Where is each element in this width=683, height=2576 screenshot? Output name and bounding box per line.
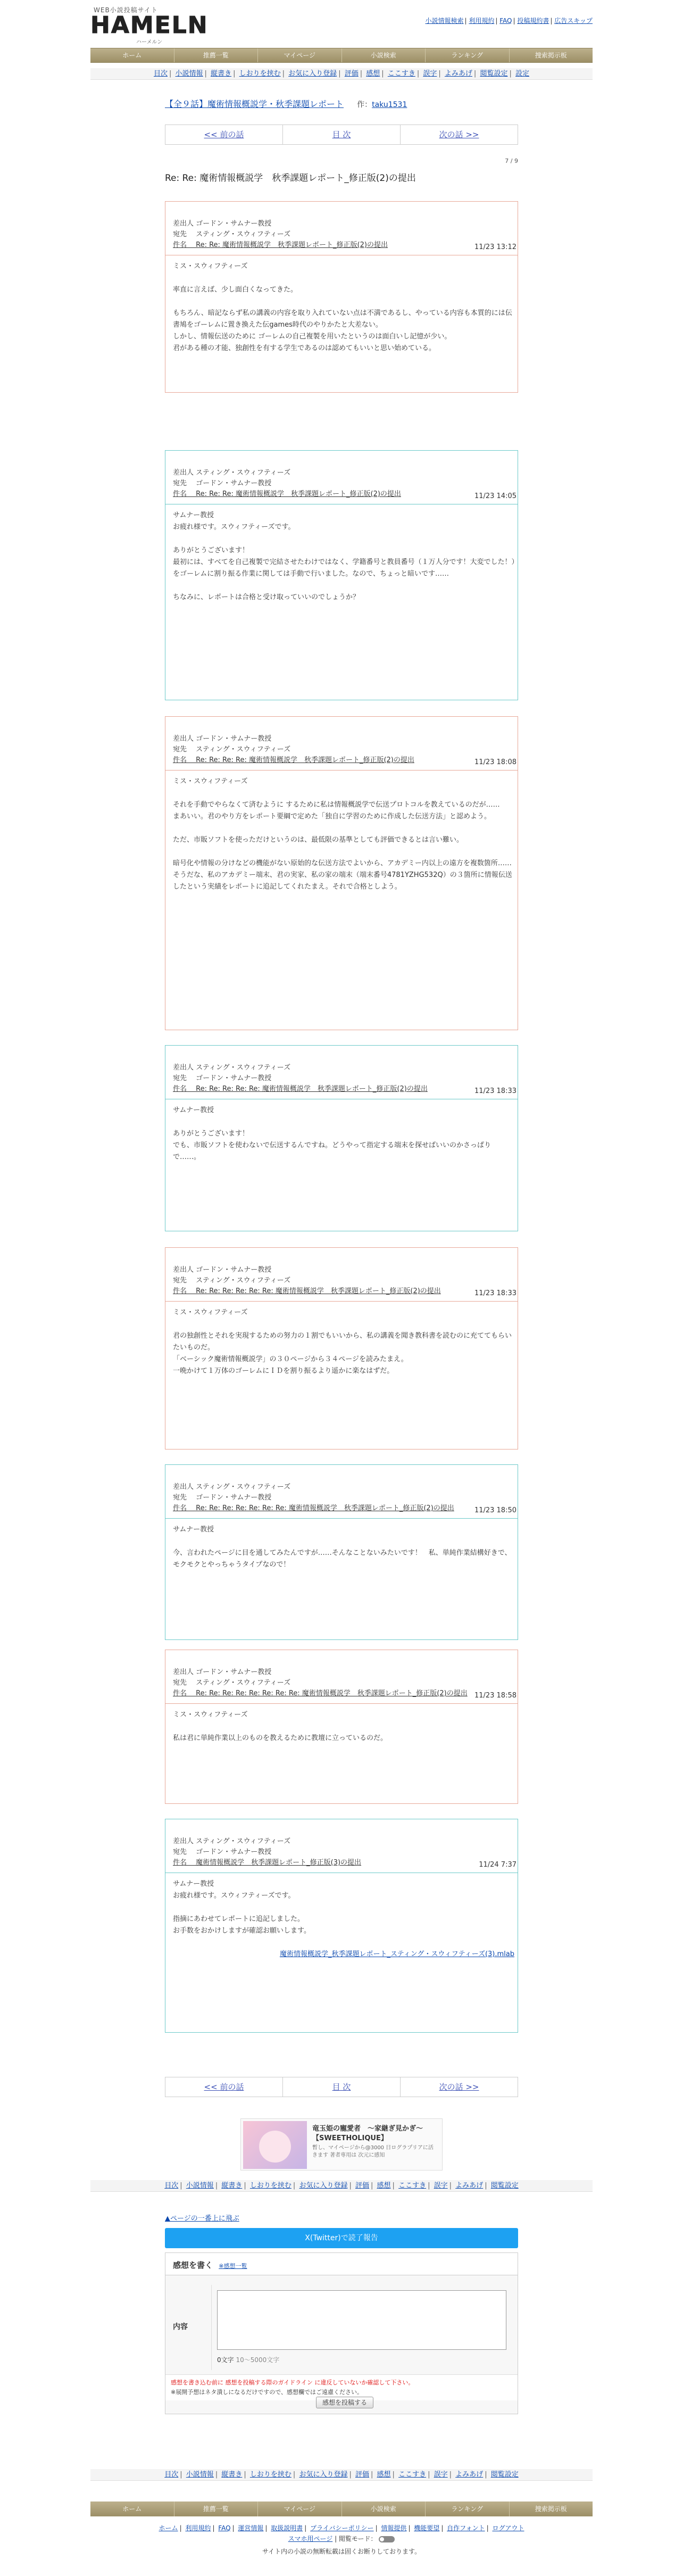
mail-date: 11/24 7:37	[479, 1861, 517, 1869]
link-faq[interactable]: FAQ	[499, 17, 512, 24]
attachment-link[interactable]: 魔術情報概説学_秋季課題レポート_スティング・スウィフティーズ(3).mlab	[279, 1950, 514, 1958]
mail-body	[165, 1704, 518, 1752]
mail-header	[165, 1819, 518, 1873]
mail-line: 私は君に単純作業以上のものを教えるために教壇に立っているのだ。	[173, 1734, 388, 1742]
mail-line: お手数をおかけしますが確認お願いします。	[173, 1927, 311, 1935]
prev-chapter-link[interactable]: << 前の話	[204, 2082, 244, 2092]
mail-header	[165, 1465, 518, 1519]
mail-header	[165, 1046, 518, 1099]
mail-line: 一晩かけて１万体のゴーレムにＩＤを割り振るより遥かに楽なはずだ。	[173, 1367, 394, 1375]
x-share-button[interactable]: X(Twitter)で読了報告	[165, 2228, 518, 2248]
link-terms[interactable]: 利用規約	[469, 17, 495, 24]
subnav-info[interactable]: 小説情報	[186, 2471, 214, 2479]
subnav-view-settings[interactable]: 閲覧設定	[490, 2471, 519, 2479]
ad-banner[interactable]	[240, 2118, 443, 2171]
copyright-notice: サイト内の小説の無断転載は固くお断りしております。	[262, 2548, 421, 2555]
footer-requests[interactable]: 機能要望	[414, 2524, 440, 2532]
review-list-link[interactable]: ※感想一覧	[219, 2263, 247, 2269]
mail-line: もちろん、暗記ならず私の講義の内容を取り入れていない点は不満であるし、やっている内容も本質的には伝書鳩をゴーレムに置き換えた伝games時代のやりかたと大差ない。	[173, 309, 512, 329]
page-top-link[interactable]: ▲ページの一番上に飛ぶ	[165, 2215, 239, 2223]
subnav-readaloud[interactable]: よみあげ	[455, 2471, 484, 2479]
nav-novel-search[interactable]: 小説検索	[342, 2502, 426, 2516]
mail-from: 差出人 ゴードン・サムナー教授	[173, 1668, 272, 1676]
chapter-title: Re: Re: 魔術情報概説学 秋季課題レポート_修正版(2)の提出	[165, 173, 416, 184]
mail-card	[165, 1650, 518, 1804]
novel-subnav-top: 目次 | 小説情報 | 縦書き | しおりを挟む | お気に入り登録 | 評価 | 感想 | ここすき | 誤字 | よみあげ | 閲覧設定 | 設定	[90, 68, 593, 80]
subnav-bookmark[interactable]: しおりを挟む	[239, 70, 281, 78]
review-title: 感想を書く	[173, 2260, 213, 2270]
nav-recommend[interactable]: 推薦一覧	[174, 2502, 259, 2516]
mobile-page-link[interactable]: スマホ用ページ	[288, 2535, 333, 2542]
mail-to: 宛先 ゴードン・サムナー教授	[173, 1074, 272, 1082]
banner-image	[243, 2121, 307, 2169]
mail-line: お疲れ様です。スウィフティーズです。	[173, 1892, 295, 1900]
toc-link[interactable]: 目 次	[332, 2082, 351, 2092]
mail-from: 差出人 スティング・スウィフティーズ	[173, 1064, 291, 1072]
subnav-info[interactable]: 小説情報	[175, 70, 203, 78]
mail-subject: 件名 Re: Re: Re: Re: 魔術情報概説学 秋季課題レポート_修正版(2)の提出	[173, 756, 414, 764]
char-limit: 10～5000文字	[236, 2356, 280, 2364]
mail-subject: 件名 Re: Re: 魔術情報概説学 秋季課題レポート_修正版(2)の提出	[173, 241, 388, 249]
mail-line: ただ、市販ソフトを使っただけというのは、最低限の基準としても評価できるとは言い難い。	[173, 836, 464, 844]
author-label: 作：	[357, 101, 372, 109]
mail-body	[165, 1873, 518, 1968]
mail-card	[165, 1045, 518, 1231]
footer-manual[interactable]: 取扱説明書	[271, 2524, 303, 2532]
link-search-info[interactable]: 小説情報検索	[425, 17, 464, 24]
content-cell	[211, 2285, 511, 2370]
link-posting-rules[interactable]: 投稿規約書	[517, 17, 549, 24]
novel-title-line	[165, 97, 407, 110]
guideline-warning: 感想を書き込む前に 感想を投稿する際のガイドライン に違反していないか確認して下さい。	[171, 2379, 414, 2386]
nav-ranking[interactable]: ランキング	[426, 2502, 510, 2516]
next-chapter-link[interactable]: 次の話 >>	[439, 130, 479, 139]
subnav-bookmark[interactable]: しおりを挟む	[249, 2182, 291, 2190]
subnav-typo[interactable]: 誤字	[434, 2182, 448, 2190]
mail-line: ミス・スウィフティーズ	[173, 262, 248, 270]
novel-title-link[interactable]: 【全９話】魔術情報概説学・秋季課題レポート	[165, 99, 344, 109]
nav-home[interactable]: ホーム	[90, 2502, 174, 2516]
mail-line: ミス・スウィフティーズ	[173, 1308, 248, 1316]
nav-home[interactable]: ホーム	[90, 48, 174, 62]
mail-date: 11/23 13:12	[474, 243, 517, 251]
subnav-vertical[interactable]: 縦書き	[221, 2471, 243, 2479]
subnav-review[interactable]: 感想	[377, 2471, 391, 2479]
mail-line: サムナー教授	[173, 1106, 214, 1114]
mail-line: でも、市販ソフトを使わないで伝送するんですね。どうやって指定する端末を探せばいいのかさっぱりで……。	[173, 1141, 492, 1161]
site-logo[interactable]	[90, 4, 209, 45]
footer-global-nav	[90, 2502, 593, 2516]
mail-subject: 件名 Re: Re: Re: Re: Re: Re: Re: 魔術情報概説学 秋季課題レポート_修正版(2)の提出	[173, 1504, 454, 1512]
mail-to: 宛先 スティング・スウィフティーズ	[173, 230, 291, 238]
mail-to: 宛先 ゴードン・サムナー教授	[173, 479, 272, 487]
footer-info[interactable]: 情報提供	[381, 2524, 407, 2532]
mail-line: 君の独創性とそれを実現するための努力の１割でもいいから、私の講義を聞き教科書を読むのに充ててもらいたいものだ。	[173, 1332, 512, 1352]
mail-subject: 件名 魔術情報概説学 秋季課題レポート_修正版(3)の提出	[173, 1859, 362, 1867]
footer-logout[interactable]: ログアウト	[492, 2524, 524, 2532]
footer-fonts[interactable]: 自作フォント	[447, 2524, 485, 2532]
novel-subnav-bottom: 目次 | 小説情報 | 縦書き | しおりを挟む | お気に入り登録 | 評価 | 感想 | ここすき | 誤字 | よみあげ | 閲覧設定	[90, 2180, 593, 2192]
subnav-review[interactable]: 感想	[366, 70, 380, 78]
mail-subject: 件名 Re: Re: Re: Re: Re: 魔術情報概説学 秋季課題レポート_修正版(2)の提出	[173, 1085, 428, 1093]
mail-to: 宛先 スティング・スウィフティーズ	[173, 1679, 291, 1687]
mail-body	[165, 1519, 518, 1578]
mail-to: 宛先 スティング・スウィフティーズ	[173, 1277, 291, 1285]
mail-line: しかし、情報伝送のために ゴーレムの自己複製を用いたというのは面白いし記憶が少い。	[173, 333, 452, 341]
mail-date: 11/23 18:33	[474, 1289, 517, 1297]
nav-board[interactable]: 捜索掲示板	[535, 52, 567, 59]
mail-card	[165, 1819, 518, 2033]
mail-header	[165, 451, 518, 504]
mail-body	[165, 255, 518, 362]
view-mode-toggle[interactable]	[379, 2536, 395, 2542]
mail-line: サムナー教授	[173, 511, 214, 519]
nav-novel-search[interactable]: 小説検索	[342, 48, 426, 62]
view-mode-row	[90, 2534, 593, 2543]
mail-line: ありがとうございます！	[173, 546, 249, 554]
mail-date: 11/23 18:58	[474, 1692, 517, 1700]
mail-header	[165, 1248, 518, 1302]
mail-date: 11/23 14:05	[474, 492, 517, 500]
mail-from: 差出人 ゴードン・サムナー教授	[173, 220, 272, 228]
subnav-view-settings[interactable]: 閲覧設定	[480, 70, 508, 78]
mail-from: 差出人 スティング・スウィフティーズ	[173, 1837, 291, 1845]
mail-line: サムナー教授	[173, 1526, 214, 1534]
mail-body	[165, 504, 518, 611]
prev-chapter-link[interactable]: << 前の話	[204, 130, 244, 139]
subnav-settings[interactable]: 設定	[515, 70, 530, 78]
mail-subject: 件名 Re: Re: Re: Re: Re: Re: Re: Re: 魔術情報概説学 秋季課題レポート_修正版(2)の提出	[173, 1689, 468, 1697]
banner-desc: 暫し、マイページから@3000 日ログラプリアに活きます 著者専用は 次元に感知	[312, 2145, 434, 2158]
subnav-favorite[interactable]: お気に入り登録	[288, 70, 337, 78]
subnav-typo[interactable]: 誤字	[423, 70, 437, 78]
mail-line: 君がある種の才能、独創性を有する学生であるのは認めてもいいと思い始めている。	[173, 344, 436, 352]
subnav-review[interactable]: 感想	[377, 2182, 391, 2190]
mail-line: ありがとうございます！	[173, 1130, 249, 1138]
subnav-bookmark[interactable]: しおりを挟む	[249, 2471, 291, 2479]
nav-board[interactable]: 捜索掲示板	[535, 2505, 567, 2513]
mail-date: 11/23 18:08	[474, 758, 517, 766]
mail-header	[165, 202, 518, 255]
mail-date: 11/23 18:33	[474, 1087, 517, 1095]
footer-faq[interactable]: FAQ	[218, 2524, 231, 2532]
mail-date: 11/23 18:50	[474, 1506, 517, 1514]
mail-header	[165, 717, 518, 771]
mail-header	[165, 1650, 518, 1704]
header-links: 小説情報検索 | 利用規約 | FAQ | 投稿規約書 | 広告スキップ	[425, 17, 593, 24]
toc-link[interactable]: 目 次	[332, 130, 351, 139]
author-link[interactable]: taku1531	[372, 101, 407, 109]
spoiler-warning: ※展開予想はネタ潰しになるだけですので、感想欄ではご遠慮ください。	[171, 2389, 363, 2396]
chapter-pager-top	[165, 125, 518, 145]
nav-mypage[interactable]: マイページ	[258, 48, 342, 62]
mail-card	[165, 201, 518, 393]
mail-card	[165, 716, 518, 1030]
nav-mypage[interactable]: マイページ	[258, 2502, 342, 2516]
char-counter	[217, 2355, 279, 2364]
char-count: 0文字	[217, 2356, 234, 2364]
banner-title: 竜玉姫の寵愛者 〜家継ぎ見かぎ〜 【SWEETHOLIQUE】	[312, 2125, 423, 2142]
nav-recommend[interactable]: 推薦一覧	[174, 48, 259, 62]
chapter-pager-bottom	[165, 2077, 518, 2097]
footer-home[interactable]: ホーム	[159, 2524, 178, 2532]
review-form	[165, 2252, 518, 2414]
subnav-vertical[interactable]: 縦書き	[211, 70, 232, 78]
page-count: 7 / 9	[505, 158, 518, 164]
mail-to: 宛先 ゴードン・サムナー教授	[173, 1848, 272, 1856]
mail-line: まあいい。君のやり方をレポート要綱で定めた「独自に学習のために作成した伝送方法」と認めよう。	[173, 813, 492, 821]
subnav-vertical[interactable]: 縦書き	[221, 2182, 243, 2190]
subnav-toc[interactable]: 目次	[153, 70, 168, 78]
mail-from: 差出人 スティング・スウィフティーズ	[173, 469, 291, 477]
mail-line: 今、言われたページに目を通してみたんですが……そんなことないみたいです！ 私、単純作業結構好きで、モクモクとやっちゃうタイプなので！	[173, 1549, 512, 1569]
subnav-toc[interactable]: 目次	[164, 2182, 179, 2190]
mail-line: 率直に言えば、少し面白くなってきた。	[173, 286, 298, 294]
mail-card	[165, 450, 518, 700]
footer-links: ホーム | 利用規約 | FAQ | 運営情報 | 取扱説明書 | プライバシーポリシー | 情報提供 | 機能要望 | 自作フォント | ログアウト	[159, 2524, 524, 2532]
subnav-favorite[interactable]: お気に入り登録	[299, 2182, 348, 2190]
logo-kana: ハーメルン	[136, 39, 163, 45]
nav-ranking[interactable]: ランキング	[426, 48, 510, 62]
subnav-view-settings[interactable]: 閲覧設定	[490, 2182, 519, 2190]
mail-line: サムナー教授	[173, 1880, 214, 1888]
content-label: 内容	[173, 2323, 188, 2331]
mail-to: 宛先 ゴードン・サムナー教授	[173, 1494, 272, 1502]
footer-operator[interactable]: 運営情報	[238, 2524, 264, 2532]
mail-from: 差出人 ゴードン・サムナー教授	[173, 1266, 272, 1274]
mail-line: ミス・スウィフティーズ	[173, 1711, 248, 1719]
subnav-readaloud[interactable]: よみあげ	[455, 2182, 484, 2190]
mail-card	[165, 1247, 518, 1449]
mail-from: 差出人 ゴードン・サムナー教授	[173, 735, 272, 743]
review-textarea[interactable]	[217, 2290, 506, 2350]
logo-wordmark: HAMELN	[90, 12, 209, 39]
next-chapter-link[interactable]: 次の話 >>	[439, 2082, 479, 2092]
subnav-typo[interactable]: 誤字	[434, 2471, 448, 2479]
mail-line: 最初には、すべてを自己複製で完結させたわけではなく、学籍番号と教員番号（１万人分です！大変でした！）をゴーレムに割り振る作業に関しては手動で行いました。なので、ちょっと暗いです……	[173, 558, 515, 578]
logo-tagline: WEB小説投稿サイト	[94, 6, 158, 14]
footer-privacy[interactable]: プライバシーポリシー	[310, 2524, 374, 2532]
subnav-toc[interactable]: 目次	[164, 2471, 179, 2479]
subnav-rate[interactable]: 評価	[344, 70, 359, 78]
global-nav	[90, 48, 593, 63]
subnav-kokosuki[interactable]: ここすき	[387, 70, 415, 78]
mail-from: 差出人 スティング・スウィフティーズ	[173, 1483, 291, 1491]
mail-line: 指摘にあわせてレポートに追記しました。	[173, 1915, 305, 1923]
subnav-kokosuki[interactable]: ここすき	[398, 2182, 427, 2190]
mail-line: ちなみに、レポートは合格と受け取っていいのでしょうか？	[173, 593, 360, 601]
submit-review-button[interactable]: 感想を投稿する	[316, 2397, 373, 2408]
mail-subject: 件名 Re: Re: Re: 魔術情報概説学 秋季課題レポート_修正版(2)の提出	[173, 490, 401, 498]
mail-line: ミス・スウィフティーズ	[173, 777, 248, 785]
link-ad-skip[interactable]: 広告スキップ	[554, 17, 593, 24]
mail-line: それを手動でやらなくて済むように するために私は情報概説学で伝送プロトコルを教えているのだが……	[173, 801, 500, 809]
mail-line: お疲れ様です。スウィフティーズです。	[173, 523, 295, 531]
mail-body	[165, 1302, 518, 1385]
subnav-rate[interactable]: 評価	[355, 2471, 369, 2479]
review-heading	[165, 2253, 518, 2275]
subnav-rate[interactable]: 評価	[355, 2182, 369, 2190]
mail-to: 宛先 スティング・スウィフティーズ	[173, 746, 291, 753]
subnav-readaloud[interactable]: よみあげ	[444, 70, 472, 78]
subnav-info[interactable]: 小説情報	[186, 2182, 214, 2190]
view-mode-label: | 閲覧モード：	[335, 2535, 377, 2542]
subnav-kokosuki[interactable]: ここすき	[398, 2471, 427, 2479]
footer-terms[interactable]: 利用規約	[185, 2524, 211, 2532]
mail-body	[165, 1099, 518, 1171]
mail-body	[165, 771, 518, 900]
mail-line: 「ベーシック魔術情報概説学」の３０ページから３４ページを読みたまえ。	[173, 1355, 408, 1363]
novel-subnav-footer: 目次 | 小説情報 | 縦書き | しおりを挟む | お気に入り登録 | 評価 | 感想 | ここすき | 誤字 | よみあげ | 閲覧設定	[90, 2469, 593, 2481]
subnav-favorite[interactable]: お気に入り登録	[299, 2471, 348, 2479]
mail-subject: 件名 Re: Re: Re: Re: Re: Re: 魔術情報概説学 秋季課題レポート_修正版(2)の提出	[173, 1287, 441, 1295]
mail-card	[165, 1464, 518, 1640]
mail-line: 暗号化や情報の分けなどの機能がない原始的な伝送方法でよいから、アカデミー内以上の遠方を複数箇所……そうだな、私のアカデミー端末、君の実家、私の家の端末（端末番号4781YZHG532Q）の３箇所に情報伝送したという実績をレポートに追記してくれたまえ。それで合格としよう。	[173, 859, 512, 891]
